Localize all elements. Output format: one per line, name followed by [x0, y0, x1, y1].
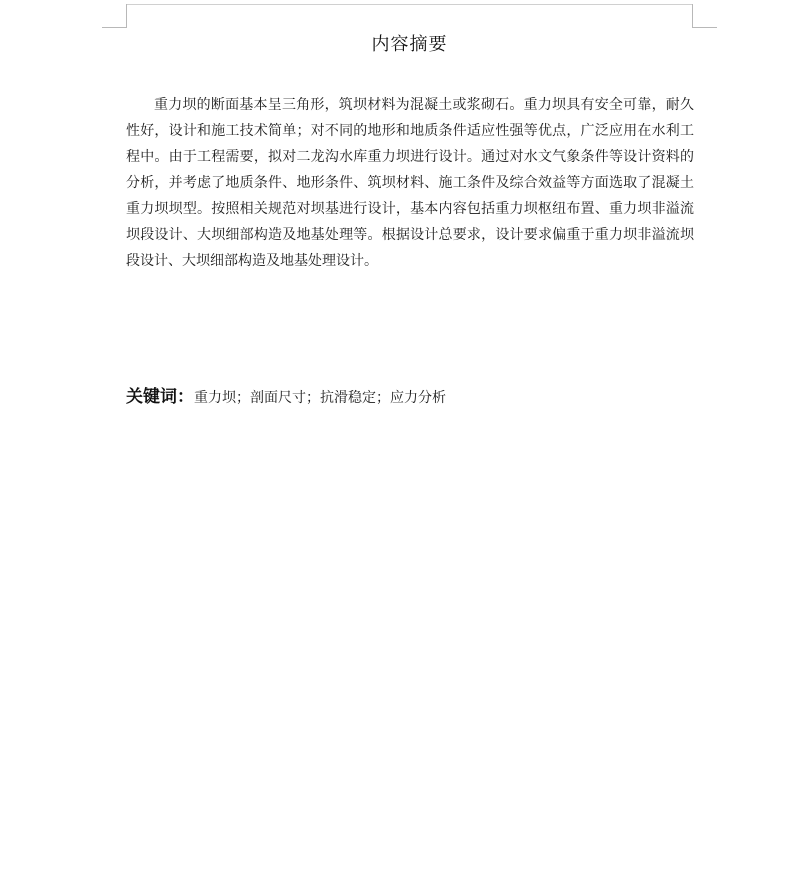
corner-mark-top-right-vertical: [692, 4, 693, 28]
page-top-edge: [126, 4, 693, 5]
keywords-text: 重力坝；剖面尺寸；抗滑稳定；应力分析: [194, 390, 446, 406]
page-title: 内容摘要: [371, 34, 448, 55]
keywords-line: [126, 384, 694, 411]
corner-mark-top-left-horizontal: [102, 27, 127, 28]
abstract-paragraph: 重力坝的断面基本呈三角形，筑坝材料为混凝土或浆砌石。重力坝具有安全可靠，耐久性好，设计和施工技术简单；对不同的地形和地质条件适应性强等优点，广泛应用在水利工程中。由于工程需要，拟对二龙沟水库重力坝进行设计。通过对水文气象条件等设计资料的分析，并考虑了地质条件、地形条件、筑坝材料、施工条件及综合效益等方面选取了混凝土重力坝坝型。按照相关规范对坝基进行设计，基本内容包括重力坝枢纽布置、重力坝非溢流坝段设计、大坝细部构造及地基处理等。根据设计总要求，设计要求偏重于重力坝非溢流坝段设计、大坝细部构造及地基处理设计。: [126, 97, 694, 269]
keywords-label: 关键词：: [126, 387, 194, 407]
corner-mark-top-right-horizontal: [692, 27, 717, 28]
corner-mark-top-left-vertical: [126, 4, 127, 28]
